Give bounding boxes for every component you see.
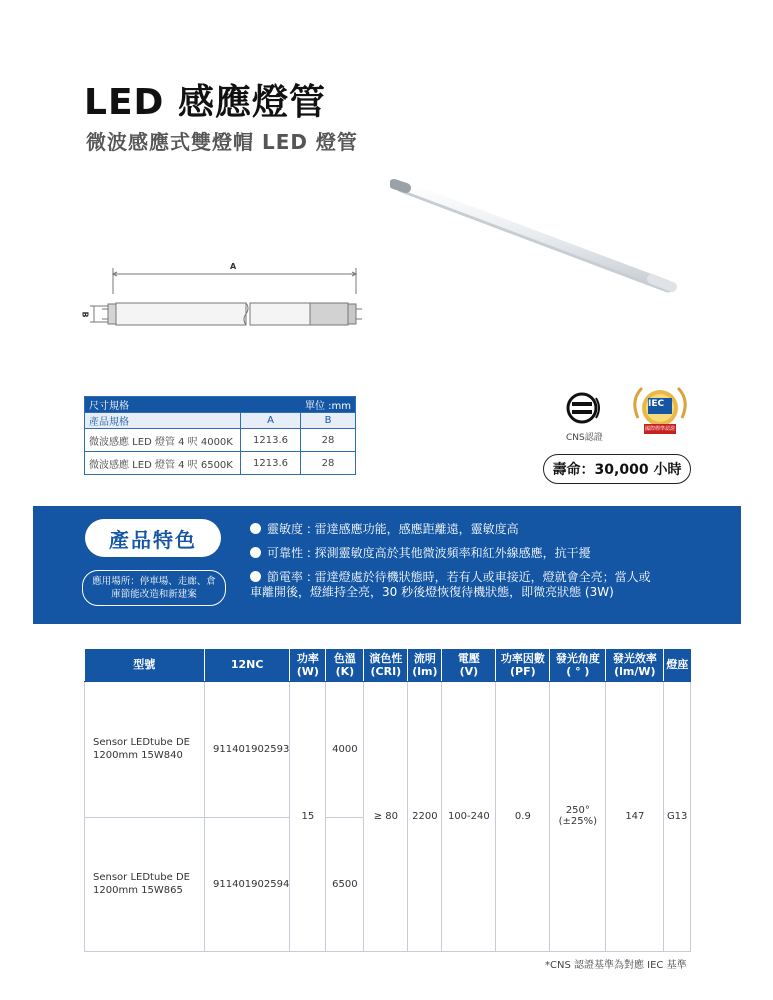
dims-row-b: 28 [301, 452, 356, 475]
col-efficacy-label: 發光效率 [612, 651, 657, 665]
pf-cell: 0.9 [496, 681, 550, 951]
page-subtitle: 微波感應式雙燈帽 LED 燈管 [86, 130, 358, 154]
iec-ribbon: 國際標準認證 [645, 426, 676, 432]
dimension-b-label: B [80, 311, 90, 318]
features-badge: 產品特色 [85, 519, 221, 557]
flux-cell: 2200 [408, 681, 442, 951]
col-cct-label: 色溫 [333, 651, 356, 665]
feature-item [250, 546, 660, 561]
col-cri [364, 649, 408, 681]
col-base: 燈座 [664, 649, 691, 681]
col-flux-label: 流明 [413, 651, 436, 665]
dims-col-a: A [241, 413, 301, 429]
col-model: 型號 [85, 649, 205, 681]
model-cell [85, 817, 205, 951]
dims-row-a: 1213.6 [241, 452, 301, 475]
base-cell: G13 [664, 681, 691, 951]
usage-note [82, 570, 226, 606]
product-tube-photo [390, 175, 690, 305]
power-cell: 15 [290, 681, 326, 951]
bullet-icon [250, 523, 261, 534]
dims-title: 尺寸規格 [85, 397, 241, 413]
cns-logo-icon [560, 388, 604, 428]
spec-table [84, 649, 691, 952]
col-voltage-unit: (V) [459, 664, 479, 678]
dimension-drawing [80, 260, 370, 330]
table-row [85, 429, 356, 452]
feature-text: 靈敏度 : 雷達感應功能，感應距離遠，靈敏度高 [267, 522, 519, 536]
col-pf [496, 649, 550, 681]
nc-cell: 911401902593 [205, 681, 290, 817]
dims-row-name: 微波感應 LED 燈管 4 呎 4000K [85, 429, 241, 452]
col-flux [408, 649, 442, 681]
feature-item [250, 570, 660, 600]
col-cct-unit: (K) [335, 664, 355, 678]
dims-unit: 單位 :mm [301, 397, 356, 413]
usage-text: 應用場所：停車場、走廊、倉庫節能改造和新建案 [92, 576, 216, 600]
dims-col-product: 產品規格 [85, 413, 241, 429]
col-cri-unit: (CRI) [370, 664, 402, 678]
col-power-label: 功率 [296, 651, 319, 665]
cct-cell: 6500 [326, 817, 364, 951]
model-line1: Sensor LEDtube DE [93, 872, 191, 883]
angle-cell [550, 681, 606, 951]
lifetime-badge: 壽命：30,000 小時 [543, 454, 691, 484]
feature-text: 可靠性 : 探測靈敏度高於其他微波頻率和紅外線感應，抗干擾 [267, 546, 591, 560]
model-line2: 1200mm 15W840 [93, 750, 183, 761]
angle-line2: (±25%) [558, 816, 598, 827]
col-pf-label: 功率因數 [500, 651, 545, 665]
col-cri-label: 演色性 [369, 651, 403, 665]
dims-col-b: B [301, 413, 356, 429]
model-cell [85, 681, 205, 817]
iec-label: IEC [648, 399, 665, 409]
table-row [85, 452, 356, 475]
col-nc: 12NC [205, 649, 290, 681]
col-cct [326, 649, 364, 681]
bullet-icon [250, 547, 261, 558]
col-flux-unit: (lm) [412, 664, 438, 678]
footnote: *CNS 認證基準為對應 IEC 基準 [545, 960, 687, 971]
dimension-a-label: A [230, 262, 237, 271]
col-efficacy-unit: (lm/W) [614, 664, 656, 678]
col-power-unit: (W) [296, 664, 319, 678]
angle-line1: 250° [565, 805, 590, 816]
iec-badge-icon [628, 382, 692, 442]
model-line2: 1200mm 15W865 [93, 885, 183, 896]
col-angle [550, 649, 606, 681]
col-voltage-label: 電壓 [457, 651, 480, 665]
feature-item [250, 522, 660, 537]
table-row [85, 681, 691, 817]
col-voltage [442, 649, 496, 681]
cri-cell: ≥ 80 [364, 681, 408, 951]
col-angle-unit: ( ° ) [566, 664, 590, 678]
col-power [290, 649, 326, 681]
efficacy-cell: 147 [606, 681, 664, 951]
feature-text: 節電率 : 雷達燈處於待機狀態時，若有人或車接近，燈就會全亮；當人或車離開後，燈維持全亮，30 秒後燈恢復待機狀態，即微亮狀態 (3W) [250, 570, 651, 599]
col-efficacy [606, 649, 664, 681]
cct-cell: 4000 [326, 681, 364, 817]
cns-label: CNS認證 [566, 433, 603, 443]
page-title: LED 感應燈管 [84, 82, 326, 123]
col-pf-unit: (PF) [510, 664, 536, 678]
voltage-cell: 100-240 [442, 681, 496, 951]
bullet-icon [250, 571, 261, 582]
dims-row-b: 28 [301, 429, 356, 452]
model-line1: Sensor LEDtube DE [93, 737, 191, 748]
dims-row-a: 1213.6 [241, 429, 301, 452]
col-angle-label: 發光角度 [555, 651, 600, 665]
nc-cell: 911401902594 [205, 817, 290, 951]
dimensions-table [84, 396, 356, 475]
dims-row-name: 微波感應 LED 燈管 4 呎 6500K [85, 452, 241, 475]
